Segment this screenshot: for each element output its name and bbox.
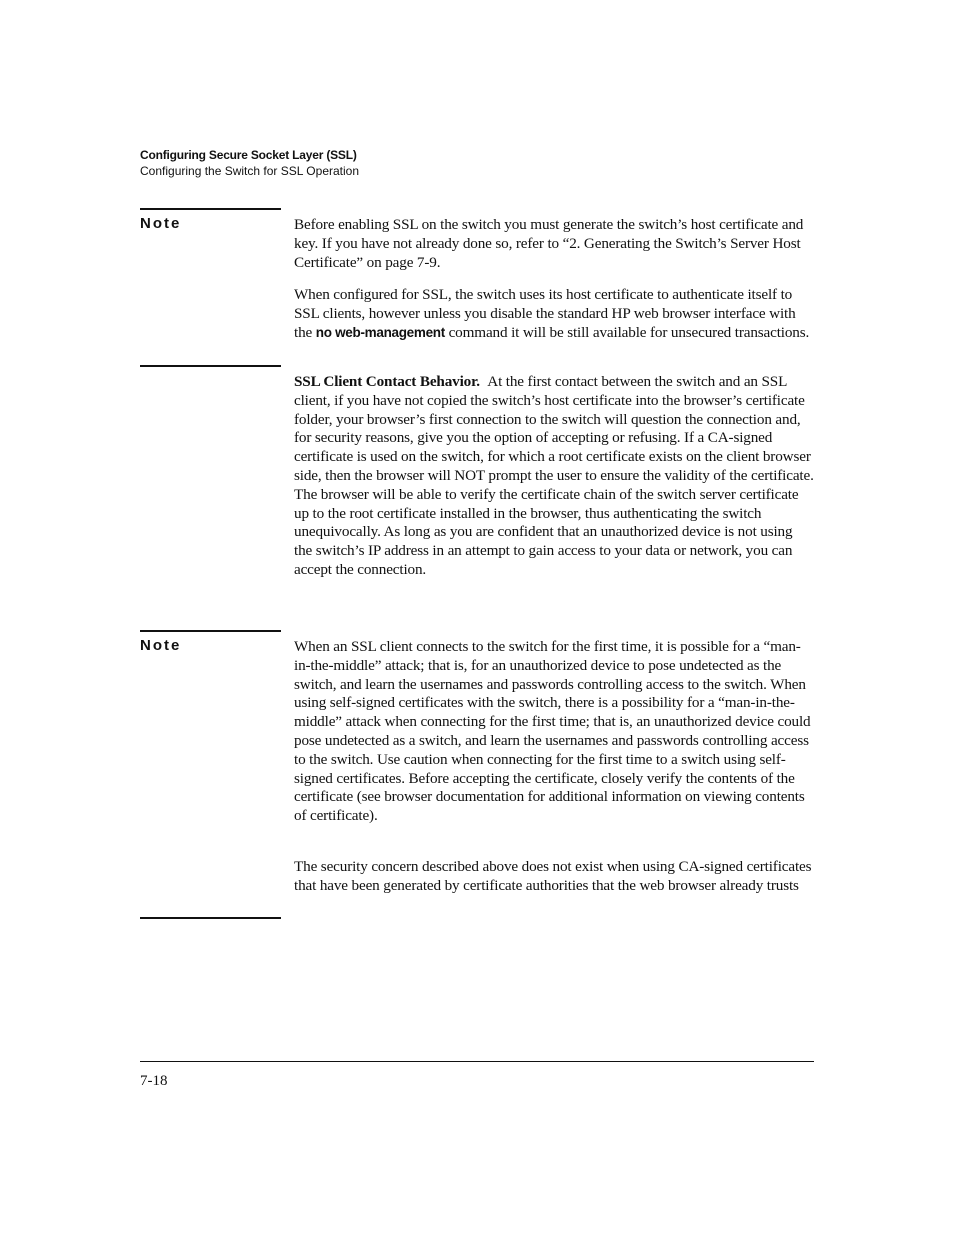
- note-paragraph: When an SSL client connects to the switch for the first time, it is possible for a “man-in-the-middle” attack; that is, for an unauthorized device to pose undetected as the switch, and learn the usernames and passwords controlling access to the switch. When using self-signed certificates with the switch, there is a possibility for a “man-in-the-middle” attack when connecting for the first time; that is, an unauthorized device could pose undetected as a switch, and learn the usernames and passwords controlling access to the switch. Use caution when connecting for the first time to a switch using self-signed certificates. Before accepting the certificate, closely verify the contents of the certificate (see browser documentation for additional information on viewing contents of certificate).: [294, 638, 811, 825]
- body-paragraph: [294, 373, 814, 580]
- note-label: Note: [140, 637, 182, 654]
- note-text: command it will be still available for unsecured transactions.: [444, 323, 810, 341]
- note-paragraph: Before enabling SSL on the switch you must generate the switch’s host certificate and key. If you have not already done so, refer to “2. Generating the Switch’s Server Host Certificate” on page 7-9.: [294, 216, 804, 271]
- page-number: 7-18: [140, 1073, 168, 1089]
- note-paragraph: The security concern described above does not exist when using CA-signed certificates that have been generated by certificate authorities that the web browser already trusts: [294, 858, 812, 894]
- body-text: At the first contact between the switch and an SSL client, if you have not copied the switch’s host certificate into the browser’s certificate folder, your browser’s first connection to the switch will question the connection and, for security reasons, give you the option of accepting or refusing. If a CA-signed certificate is used on the switch, for which a root certificate exists on the client browser side, then the browser will NOT prompt the user to ensure the validity of the certificate. The browser will be able to verify the certificate chain of the switch server certificate up to the root certificate installed in the browser, thus authenticating the switch unequivocally. As long as you are confident that an unauthorized device is not using the switch’s IP address in an attempt to gain access to your data or network, you can accept the connection.: [294, 373, 814, 578]
- running-header: [140, 147, 359, 179]
- command-name: no web-management: [315, 324, 445, 340]
- note-bottom-rule: [140, 917, 281, 919]
- note-top-rule: [140, 208, 281, 210]
- footer-rule: [140, 1061, 814, 1062]
- section-title: Configuring the Switch for SSL Operation: [140, 164, 360, 178]
- chapter-title: Configuring Secure Socket Layer (SSL): [140, 148, 357, 162]
- note-label: Note: [140, 215, 182, 232]
- note-bottom-rule: [140, 365, 281, 367]
- run-in-heading: SSL Client Contact Behavior.: [294, 373, 480, 390]
- note-paragraph: [294, 286, 814, 342]
- note-text: When configured for SSL, the switch uses its host certificate to authenticate itself to SSL clients, however unless you disable the standard HP web browser interface with the: [294, 286, 796, 341]
- note-top-rule: [140, 630, 281, 632]
